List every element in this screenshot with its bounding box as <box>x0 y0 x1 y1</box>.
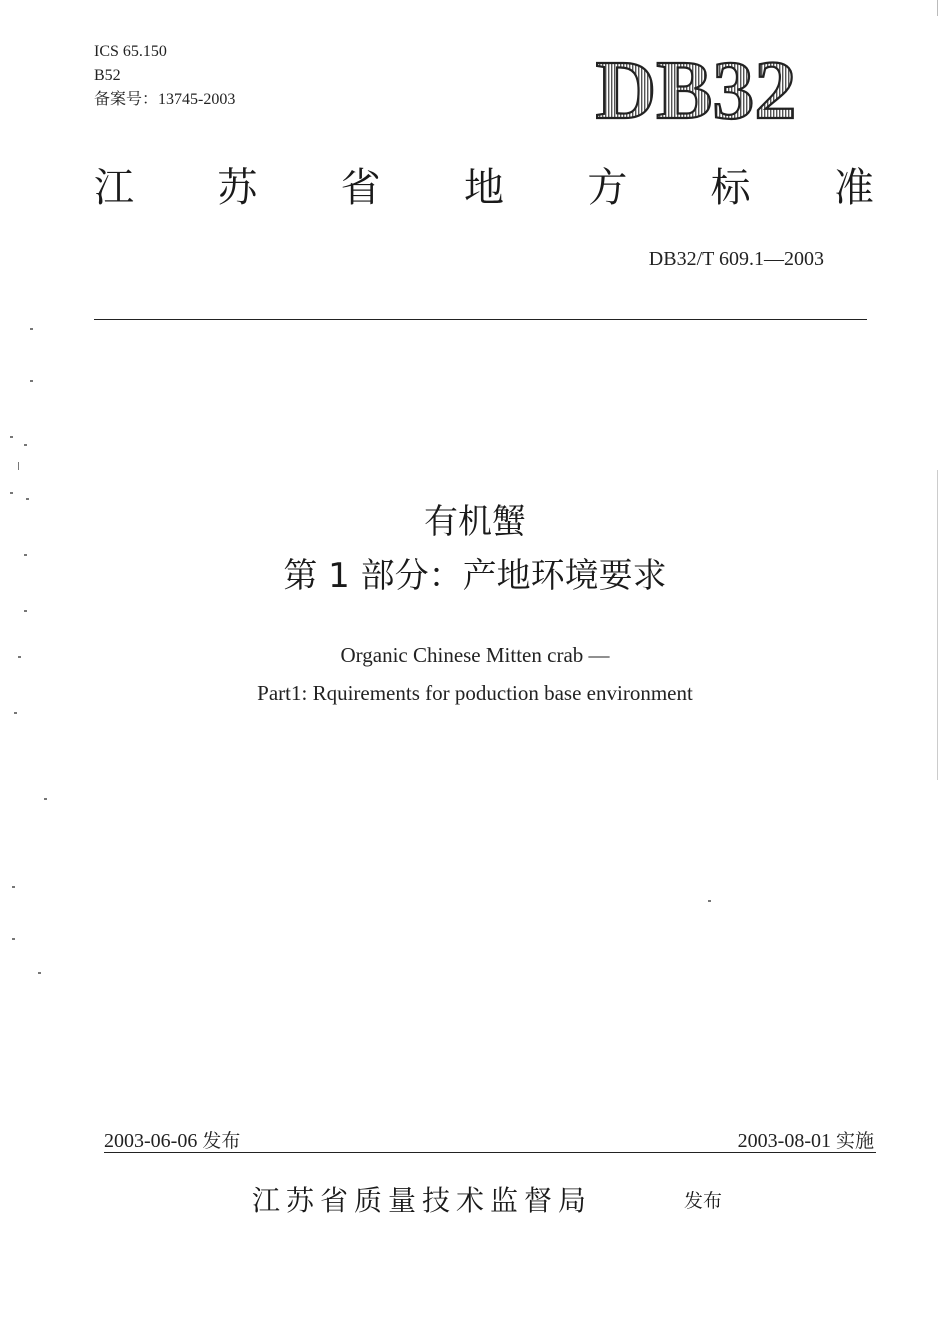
scan-speck <box>10 436 13 438</box>
scan-speck <box>708 900 711 902</box>
issue-label: 发布 <box>202 1130 241 1152</box>
ics-code: ICS 65.150 <box>94 43 167 60</box>
title-chinese-part: 第 1 部分：产地环境要求 <box>283 556 667 596</box>
scan-speck <box>18 462 19 470</box>
issuing-authority: 江苏省质量技术监督局 <box>252 1184 593 1217</box>
scan-edge-line <box>937 470 938 780</box>
scan-speck <box>30 380 33 382</box>
scan-speck <box>12 938 15 940</box>
footer-divider <box>104 1152 876 1153</box>
title-chinese-main: 有机蟹 <box>424 502 526 542</box>
scan-speck <box>12 886 15 888</box>
scan-speck <box>24 554 27 556</box>
issue-date: 2003-06-06 <box>104 1130 198 1152</box>
scan-speck <box>26 498 29 500</box>
db32-logo <box>572 46 820 126</box>
standard-type-char: 准 <box>833 165 874 211</box>
filing-number: 备案号：13745-2003 <box>94 91 236 108</box>
scan-speck <box>24 610 27 612</box>
standard-number: DB32/T 609.1—2003 <box>648 248 824 270</box>
scan-speck <box>10 492 13 494</box>
scan-speck <box>14 712 17 714</box>
standard-type-heading <box>94 160 874 216</box>
scan-edge-line <box>937 0 938 16</box>
scan-speck <box>30 328 33 330</box>
svg-text:DB32: DB32 <box>595 46 797 126</box>
issuing-label: 发布 <box>684 1190 723 1212</box>
standard-type-char: 地 <box>463 165 504 211</box>
standard-type-char: 苏 <box>217 165 258 211</box>
standard-type-char: 省 <box>340 165 381 211</box>
standard-type-char: 方 <box>587 165 628 211</box>
scan-speck <box>24 444 27 446</box>
scan-speck <box>18 656 21 658</box>
title-english-main: Organic Chinese Mitten crab — <box>340 643 610 667</box>
title-english-part: Part1: Rquirements for poduction base environment <box>257 681 693 705</box>
standard-type-char: 江 <box>94 165 134 211</box>
standard-type-char: 标 <box>710 165 751 211</box>
implement-label: 实施 <box>835 1130 874 1152</box>
scan-speck <box>38 972 41 974</box>
header-divider <box>94 319 867 320</box>
scan-speck <box>44 798 47 800</box>
implement-date: 2003-08-01 <box>737 1130 831 1152</box>
classification-code: B52 <box>94 67 121 84</box>
